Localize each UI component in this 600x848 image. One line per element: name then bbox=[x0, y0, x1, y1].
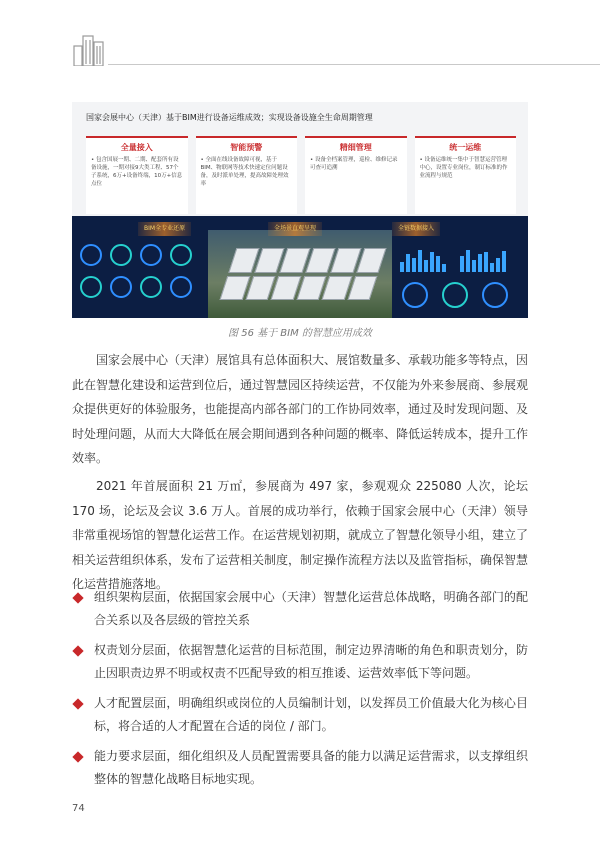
gauge-icon bbox=[80, 276, 102, 298]
gauge-icon bbox=[170, 244, 192, 266]
list-item-text: 能力要求层面，细化组织及人员配置需要具备的能力以满足运营需求，以支撑组织整体的智慧化战略目标地实现。 bbox=[94, 749, 528, 786]
card-text: • 设备全档案管理，巡检、维修记录可查可追溯 bbox=[310, 157, 398, 171]
header-rule bbox=[108, 64, 600, 65]
diamond-bullet-icon bbox=[72, 645, 83, 656]
aerial-view-image bbox=[208, 230, 392, 318]
card-text: • 全面在线设备故障可视，基于BIM、物联网等技术快速定位问题设备，及时派单处理，提高故障处理效率 bbox=[200, 157, 289, 187]
card-unified-ops bbox=[415, 136, 517, 214]
exhibition-halls bbox=[220, 248, 387, 300]
bar-chart-icon bbox=[460, 248, 506, 272]
dashboard-tab: BIM全专业还原 bbox=[138, 222, 191, 236]
dashboard-left-panel bbox=[76, 240, 206, 314]
dashboard-tab: 全链数据接入 bbox=[392, 222, 440, 236]
card-full-access bbox=[86, 136, 188, 214]
card-title: 全量接入 bbox=[120, 143, 153, 152]
dashboard-screenshot bbox=[72, 216, 528, 318]
pie-chart-icon bbox=[402, 282, 428, 308]
bullet-list bbox=[72, 586, 528, 798]
list-item bbox=[72, 745, 528, 791]
body-paragraph: 国家会展中心（天津）展馆具有总体面积大、展馆数量多、承载功能多等特点，因此在智慧化建设和运营到位后，通过智慧园区持续运营，不仅能为外来参展商、参展观众提供更好的体验服务，也能提高内部各部门的工作协同效率，通过及时发现问题、及时处理问题，从而大大降低在展会期间遇到各种问题的概率、降低运转成本，提升工作效率。 bbox=[72, 353, 529, 465]
pie-chart-icon bbox=[442, 282, 468, 308]
pie-chart-icon bbox=[482, 282, 508, 308]
dashboard-right-panel bbox=[394, 240, 524, 314]
diamond-bullet-icon bbox=[72, 592, 83, 603]
figure-title: 国家会展中心（天津）基于BIM进行设备运维成效；实现设备设施全生命周期管理 bbox=[86, 113, 373, 122]
list-item-text: 人才配置层面，明确组织或岗位的人员编制计划，以发挥员工价值最大化为核心目标，将合适的人才配置在合适的岗位 / 部门。 bbox=[94, 696, 528, 733]
list-item-text: 权责划分层面，依据智慧化运营的目标范围，制定边界清晰的角色和职责划分，防止因职责边界不明或权责不匹配导致的相互推诿、运营效率低下等问题。 bbox=[94, 643, 528, 680]
list-item-text: 组织架构层面，依据国家会展中心（天津）智慧化运营总体战略，明确各部门的配合关系以及各层级的管控关系 bbox=[94, 590, 528, 627]
card-text: • 包含国展一期、二期、配套所有设备设施，一期对接9大类工程、57个子系统，6万+设备终端，10万+信息点位 bbox=[91, 157, 183, 187]
bar-chart-icon bbox=[400, 248, 446, 272]
list-item bbox=[72, 692, 528, 738]
gauge-icon bbox=[140, 276, 162, 298]
figure-cards bbox=[86, 136, 516, 214]
card-fine-management bbox=[305, 136, 407, 214]
diamond-bullet-icon bbox=[72, 751, 83, 762]
card-title: 统一运维 bbox=[449, 143, 482, 152]
gauge-icon bbox=[110, 276, 132, 298]
card-title: 精细管理 bbox=[339, 143, 372, 152]
card-smart-warning bbox=[196, 136, 298, 214]
figure-caption: 图 56 基于 BIM 的智慧应用成效 bbox=[228, 328, 372, 339]
diamond-bullet-icon bbox=[72, 698, 83, 709]
card-title: 智能预警 bbox=[230, 143, 263, 152]
card-text: • 设备运维统一集中于智慧运营管理中心，设置专业岗位，制订标准的作业流程与规范 bbox=[419, 157, 508, 179]
body-paragraph: 2021 年首展面积 21 万㎡，参展商为 497 家，参观观众 225080 人次，论坛 170 场，论坛及会议 3.6 万人。首展的成功举行，依赖于国家会展中心（天津）领导非常重视场馆的智慧化运营工作。在运营规划初期，就成立了智慧化领导小组，建立了相关运营组织体系，发布了运营相关制度，制定操作流程方法以及监管指标，确保智慧化运营措施落地。 bbox=[72, 479, 529, 591]
gauge-icon bbox=[170, 276, 192, 298]
list-item bbox=[72, 639, 528, 685]
gauge-icon bbox=[140, 244, 162, 266]
gauge-icon bbox=[80, 244, 102, 266]
list-item bbox=[72, 586, 528, 632]
dashboard-tab: 全场景直观呈现 bbox=[268, 222, 322, 236]
page-number: 74 bbox=[72, 803, 85, 814]
figure-bim-results bbox=[72, 102, 528, 318]
building-logo-icon bbox=[72, 32, 106, 66]
gauge-icon bbox=[110, 244, 132, 266]
